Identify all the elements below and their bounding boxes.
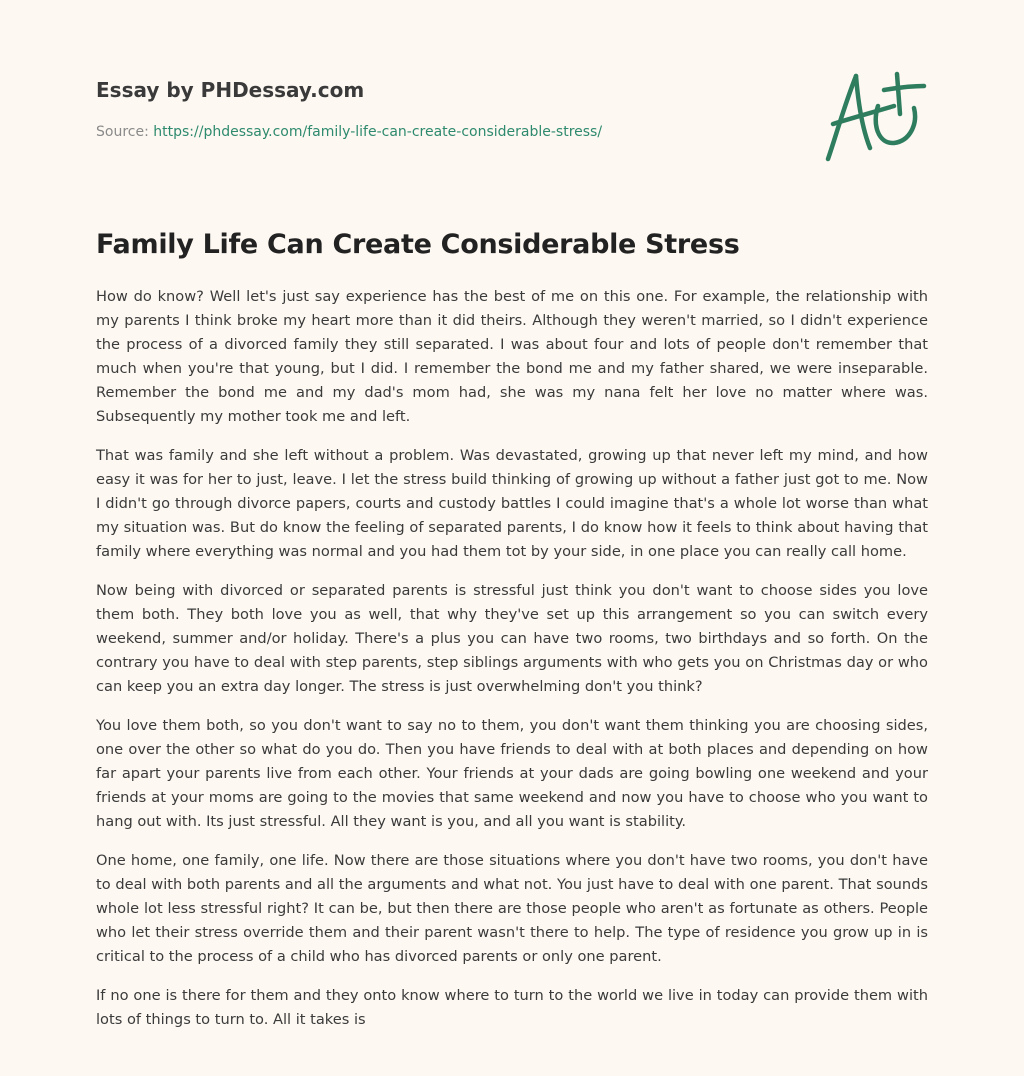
essay-body [96, 285, 928, 1047]
source-link[interactable]: https://phdessay.com/family-life-can-create-considerable-stress/ [153, 124, 603, 140]
essay-paragraph: Now being with divorced or separated parents is stressful just think you don't want to choose sides you love them both. They both love you as well, that why they've set up this arrangement so you can switch every weekend, summer and/or holiday. There's a plus you can have two rooms, two birthdays and so forth. On the contrary you have to deal with step parents, step siblings arguments with who gets you on Christmas day or who can keep you an extra day longer. The stress is just overwhelming don't you think? [96, 582, 928, 695]
a-plus-grade-icon [822, 66, 930, 166]
essay-paragraph: How do know? Well let's just say experience has the best of me on this one. For example, the relationship with my parents I think broke my heart more than it did theirs. Although they weren't married, so I didn't experience the process of a divorced family they still separated. I was about four and lots of people don't remember that much when you're that young, but I did. I remember the bond me and my father shared, we were inseparable. Remember the bond me and my dad's mom had, she was my nana felt her love no matter where was. Subsequently my mother took me and left. [96, 288, 928, 425]
essay-paragraph: One home, one family, one life. Now there are those situations where you don't have two rooms, you don't have to deal with both parents and all the arguments and what not. You just have to deal with one parent. That sounds whole lot less stressful right? It can be, but then there are those people who aren't as fortunate as others. People who let their stress override them and their parent wasn't there to help. The type of residence you grow up in is critical to the process of a child who has divorced parents or only one parent. [96, 852, 928, 965]
essay-paragraph: That was family and she left without a problem. Was devastated, growing up that never left my mind, and how easy it was for her to just, leave. I let the stress build thinking of growing up without a father just got to me. Now I didn't go through divorce papers, courts and custody battles I could imagine that's a whole lot worse than what my situation was. But do know the feeling of separated parents, I do know how it feels to think about having that family where everything was normal and you had them tot by your side, in one place you can really call home. [96, 447, 928, 560]
essay-title: Family Life Can Create Considerable Stress [96, 229, 740, 260]
essay-paragraph: You love them both, so you don't want to say no to them, you don't want them thinking you are choosing sides, one over the other so what do you do. Then you have friends to deal with at both places and depending on how far apart your parents live from each other. Your friends at your dads are going bowling one weekend and your friends at your moms are going to the movies that same weekend and now you have to choose who you want to hang out with. Its just stressful. All they want is you, and all you want is stability. [96, 717, 928, 830]
source-line [96, 122, 696, 142]
page-header [96, 76, 696, 142]
essay-paragraph: If no one is there for them and they onto know where to turn to the world we live in today can provide them with lots of things to turn to. All it takes is [96, 987, 928, 1028]
source-label: Source: [96, 124, 149, 140]
site-brand: Essay by PHDessay.com [96, 78, 365, 102]
